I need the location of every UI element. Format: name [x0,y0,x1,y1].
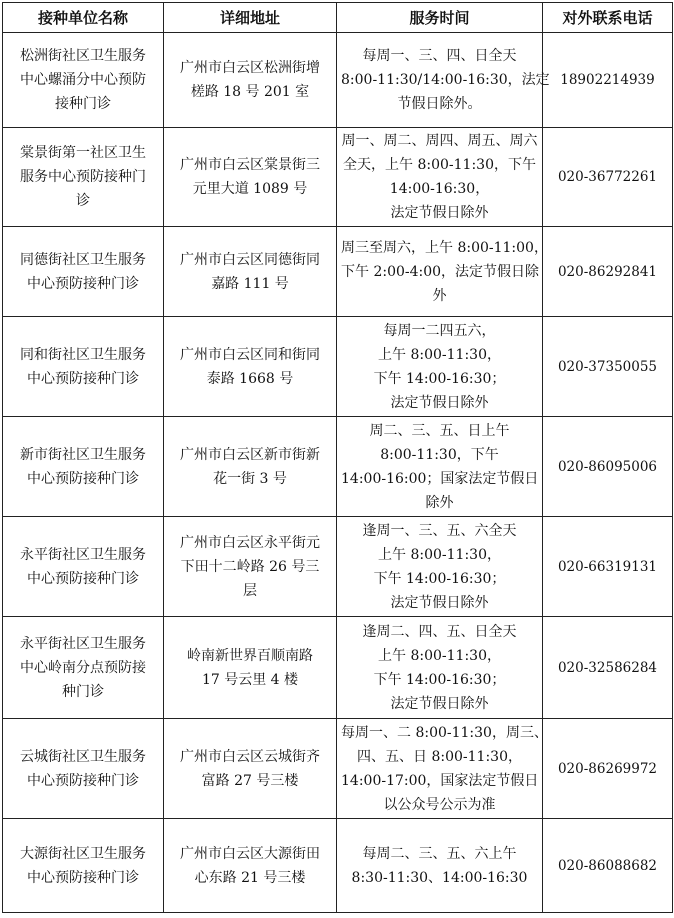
clinic-name-cell-line: 种门诊 [62,683,104,700]
address-cell-line: 嘉路 111 号 [211,275,289,292]
service-hours-cell [337,517,543,617]
clinic-name-cell-line: 服务中心预防接种门 [20,169,146,185]
service-hours-cell-line: 14:00-16:30， [389,181,490,197]
header-row [3,3,673,33]
clinic-name-cell-line: 中心预防接种门诊 [27,275,139,292]
address-cell [164,33,337,128]
table-row [3,417,673,517]
clinic-name-cell [3,317,164,417]
clinic-name-cell-line: 中心岭南分点预防接 [20,659,146,676]
clinic-name-cell-line: 诊 [76,193,90,209]
service-hours-cell-line: 全天，上午 8:00-11:30，下午 [343,157,536,173]
phone-cell: 020-36772261 [543,128,673,227]
service-hours-cell-line: 下午 14:00-16:30； [373,671,506,688]
phone-cell: 020-86088682 [543,819,673,913]
service-hours-cell-line: 下午 14:00-16:30； [373,370,506,387]
vaccination-clinic-table [2,2,673,913]
service-hours-cell-line: 节假日除外。 [397,96,482,112]
clinic-name-cell-line: 永平街社区卫生服务 [20,635,146,652]
phone-cell: 020-37350055 [543,317,673,417]
service-hours-cell [337,819,543,913]
address-cell [164,417,337,517]
address-cell [164,128,337,227]
service-hours-cell-line: 外 [432,287,447,304]
address-cell [164,517,337,617]
service-hours-cell-line: 逢周二、四、五、日全天 [362,623,517,640]
address-cell-line: 广州市白云区云城街齐 [180,748,320,765]
address-cell [164,617,337,719]
service-hours-cell-line: 法定节假日除外 [390,394,489,411]
address-cell [164,819,337,913]
clinic-name-cell [3,417,164,517]
header-phone: 对外联系电话 [543,3,673,33]
service-hours-cell-line: 上午 8:00-11:30， [378,647,501,664]
clinic-name-cell-line: 同和街社区卫生服务 [20,346,146,363]
service-hours-cell-line: 每周二、三、五、六上午 [362,845,517,862]
service-hours-cell [337,128,543,227]
header-address: 详细地址 [164,3,337,33]
service-hours-cell [337,617,543,719]
service-hours-cell-line: 每周一、三、四、日全天 [362,48,517,64]
service-hours-cell-line: 法定节假日除外 [390,695,489,712]
service-hours-cell-line: 除外 [425,494,454,511]
clinic-name-cell [3,517,164,617]
phone-cell: 18902214939 [543,33,673,128]
service-hours-cell-line: 14:00-17:00，国家法定节假日 [341,772,539,789]
clinic-name-cell-line: 云城街社区卫生服务 [20,748,146,765]
phone-cell: 020-66319131 [543,517,673,617]
table-body [3,33,673,913]
address-cell-line: 富路 27 号三楼 [201,772,299,789]
phone-cell: 020-32586284 [543,617,673,719]
service-hours-cell [337,719,548,819]
address-cell-line: 层 [243,582,257,599]
address-cell-line: 下田十二岭路 26 号三 [180,558,320,575]
clinic-name-cell [3,617,164,719]
service-hours-cell [337,227,548,317]
service-hours-cell-line: 法定节假日除外 [390,205,489,221]
address-cell [164,227,337,317]
table-row [3,719,673,819]
clinic-name-cell-line: 新市街社区卫生服务 [20,446,146,463]
service-hours-cell-line: 上午 8:00-11:30， [378,346,501,363]
address-cell-line: 广州市白云区新市街新 [180,446,320,463]
clinic-name-cell-line: 中心预防接种门诊 [27,772,139,789]
service-hours-cell-line: 下午 2:00-4:00，法定节假日除 [341,263,540,280]
service-hours-cell-line: 下午 14:00-16:30； [373,570,506,587]
table-row [3,819,673,913]
address-cell-line: 广州市白云区同德街同 [180,251,320,268]
address-cell-line: 广州市白云区大源街田 [180,845,320,862]
clinic-name-cell-line: 松洲街社区卫生服务 [20,48,146,64]
clinic-name-cell [3,33,164,128]
service-hours-cell-line: 逢周一、三、五、六全天 [362,522,517,539]
address-cell [164,317,337,417]
service-hours-cell-line: 8:00-11:30，下午 [380,446,499,463]
clinic-name-cell-line: 永平街社区卫生服务 [20,546,146,563]
table-row [3,317,673,417]
clinic-name-cell-line: 接种门诊 [55,96,111,112]
clinic-name-cell-line: 中心预防接种门诊 [27,370,139,387]
phone-cell: 020-86095006 [543,417,673,517]
address-cell-line: 广州市白云区棠景街三 [180,157,320,173]
phone-cell: 020-86269972 [543,719,673,819]
table-row [3,227,673,317]
service-hours-cell-line: 上午 8:00-11:30， [378,546,501,563]
address-cell-line: 心东路 21 号三楼 [194,869,306,886]
service-hours-cell-line: 法定节假日除外 [390,594,489,611]
clinic-name-cell [3,128,164,227]
address-cell [164,719,337,819]
service-hours-cell-line: 8:30-11:30、14:00-16:30 [351,869,528,886]
address-cell-line: 广州市白云区松洲街增 [180,60,320,76]
phone-cell: 020-86292841 [543,227,673,317]
clinic-name-cell [3,819,164,913]
service-hours-cell [337,417,543,517]
service-hours-cell-line: 周二、三、五、日上午 [369,422,510,439]
clinic-name-cell-line: 同德街社区卫生服务 [20,251,146,268]
table-row [3,33,673,128]
clinic-name-cell [3,719,164,819]
address-cell-line: 槎路 18 号 201 室 [190,84,310,100]
address-cell-line: 广州市白云区同和街同 [180,346,320,363]
clinic-name-cell-line: 中心螺涌分中心预防 [20,72,146,88]
clinic-name-cell-line: 中心预防接种门诊 [27,570,139,587]
header-service-hours: 服务时间 [337,3,543,33]
clinic-name-cell-line: 棠景街第一社区卫生 [20,145,146,161]
service-hours-cell-line: 周三至周六，上午 8:00-11:00， [341,239,548,256]
address-cell-line: 元里大道 1089 号 [192,181,308,197]
address-cell-line: 泰路 1668 号 [206,370,294,387]
clinic-name-cell-line: 中心预防接种门诊 [27,869,139,886]
service-hours-cell-line: 四、五、日 8:00-11:30， [357,748,522,765]
service-hours-cell-line: 8:00-11:30/14:00-16:30，法定 [341,72,550,88]
address-cell-line: 岭南新世界百顺南路 [187,647,313,664]
service-hours-cell-line: 以公众号公示为准 [383,796,496,813]
address-cell-line: 广州市白云区永平街元 [180,534,320,551]
service-hours-cell-line: 每周一、二 8:00-11:30，周三、 [341,724,548,741]
clinic-name-cell-line: 中心预防接种门诊 [27,470,139,487]
clinic-name-cell-line: 大源街社区卫生服务 [20,845,146,862]
service-hours-cell [337,33,550,128]
service-hours-cell-line: 14:00-16:00；国家法定节假日 [341,470,539,487]
service-hours-cell [337,317,543,417]
header-clinic-name: 接种单位名称 [3,3,164,33]
table-row [3,617,673,719]
service-hours-cell-line: 每周一二四五六， [383,322,496,339]
clinic-name-cell [3,227,164,317]
table-row [3,517,673,617]
service-hours-cell-line: 周一、周二、周四、周五、周六 [341,133,538,149]
address-cell-line: 花一街 3 号 [213,470,287,487]
table-row [3,128,673,227]
address-cell-line: 17 号云里 4 楼 [201,671,299,688]
